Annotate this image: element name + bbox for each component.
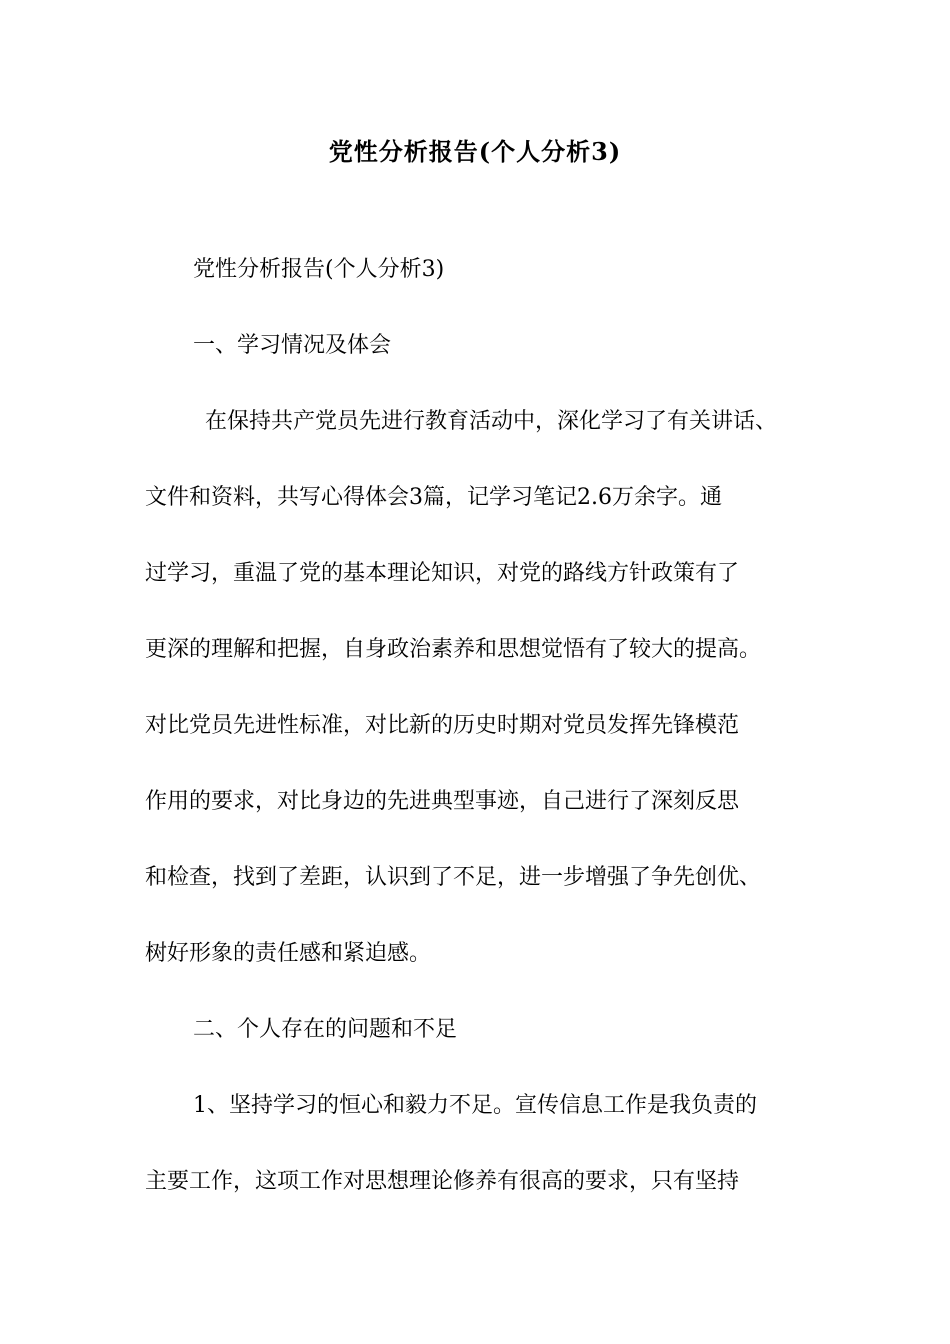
paragraph-line: 文件和资料，共写心得体会3篇，记学习笔记2.6万余字。通	[145, 485, 722, 510]
section-2-paragraph	[145, 1068, 825, 1220]
paragraph-line: 和检查，找到了差距，认识到了不足，进一步增强了争先创优、	[145, 865, 762, 890]
paragraph-line: 在保持共产党员先进行教育活动中，深化学习了有关讲话、	[205, 409, 778, 434]
paragraph-line: 过学习，重温了党的基本理论知识，对党的路线方针政策有了	[145, 561, 740, 586]
paragraph-line: 树好形象的责任感和紧迫感。	[145, 941, 432, 966]
paragraph-line: 更深的理解和把握，自身政治素养和思想觉悟有了较大的提高。	[145, 637, 762, 662]
paragraph-line: 1、坚持学习的恒心和毅力不足。宣传信息工作是我负责的	[193, 1093, 757, 1118]
paragraph-line: 主要工作，这项工作对思想理论修养有很高的要求，只有坚持	[145, 1169, 740, 1194]
section-1-heading: 一、学习情况及体会	[193, 333, 392, 358]
document-title: 党性分析报告(个人分析3)	[328, 137, 622, 166]
paragraph-line: 作用的要求，对比身边的先进典型事迹，自己进行了深刻反思	[145, 789, 740, 814]
document-subtitle: 党性分析报告(个人分析3)	[193, 257, 445, 282]
section-1-paragraph	[145, 384, 825, 992]
section-2-heading: 二、个人存在的问题和不足	[193, 1017, 458, 1042]
paragraph-line: 对比党员先进性标准，对比新的历史时期对党员发挥先锋模范	[145, 713, 740, 738]
document-body	[145, 232, 825, 1220]
